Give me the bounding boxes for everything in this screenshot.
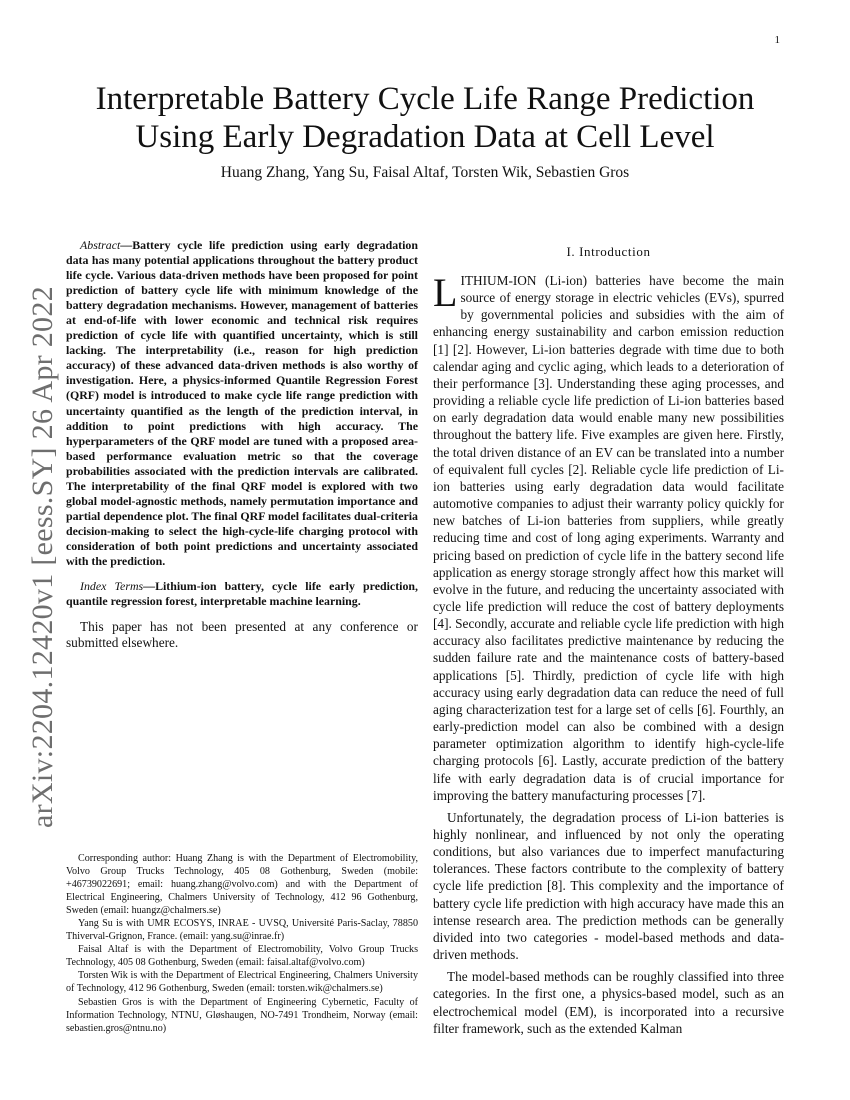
submission-note: This paper has not been presented at any conference or submitted elsewhere. — [66, 619, 418, 651]
intro-paragraph-1 — [433, 272, 784, 804]
footnote-torsten-wik: Torsten Wik is with the Department of Electrical Engineering, Chalmers University of Technology, 412 96 Gothenburg, Sweden (email: torsten.wik@chalmers.se) — [66, 970, 418, 995]
author-list: Huang Zhang, Yang Su, Faisal Altaf, Torsten Wik, Sebastien Gros — [220, 164, 630, 181]
footnotes — [66, 852, 418, 1035]
footnote-yang-su: Yang Su is with UMR ECOSYS, INRAE - UVSQ, Université Paris-Saclay, 78850 Thiverval-Grignon, France. (email: yang.su@inrae.fr) — [66, 918, 418, 943]
intro-paragraph-1-text: ITHIUM-ION (Li-ion) batteries have become the main source of energy storage in electric vehicles (EVs), spurred by governmental policies and subsidies with the aim of enhancing energy sustainability and carbon emission reduction [1] [2]. However, Li-ion batteries degrade with time due to both calendar aging and cyclic aging, which leads to a deterioration of their performance [3]. Understanding these aging processes, and providing a reliable cycle life prediction of Li-ion batteries based on early degradation data would enable many new possibilities throughout the battery life. Five examples are given here. Firstly, the total driven distance of an EV can be translated into a number of equivalent full cycles [2]. Reliable cycle life prediction of Li-ion batteries using early degradation data would facilitate automotive companies to adjust their warranty policy quickly for new batches of Li-ion batteries from suppliers, while greatly reducing time and cost of long aging experiments. Warranty and pricing based on prediction of cycle life in the battery second life application as energy storage strongly affect how this market will evolve in the future, and reducing the uncertainty associated with cycle life prediction will reduce the cost of battery deployments [4]. Secondly, accurate and reliable cycle life prediction with high accuracy also facilitates predictive maintenance by reducing the sudden failure rate and the maintenance costs of battery-based applications [5]. Thirdly, prediction of cycle life with high accuracy using early degradation data can reduce the need of full aging characterization test for a large set of cells [6]. Fourthly, an early-prediction model can also be combined with a design parameter optimization algorithm to identify high-cycle-life charging protocols [6]. Lastly, accurate prediction of the battery life with early degradation data is of crucial importance for improving the battery manufacturing processes [7]. — [433, 273, 784, 803]
intro-paragraph-3: The model-based methods can be roughly classified into three categories. In the first one, a physics-based model, such as an electrochemical model (EM), is incorporated into a recursive filter framework, such as the extended Kalman — [433, 969, 784, 1036]
index-terms — [66, 579, 418, 609]
abstract-label: Abstract — [80, 238, 121, 252]
paper-title: Interpretable Battery Cycle Life Range Prediction Using Early Degradation Data at Cell Level — [95, 81, 755, 155]
arxiv-stamp: arXiv:2204.12420v1 [eess.SY] 26 Apr 2022 — [26, 286, 59, 828]
index-terms-label: Index Terms — [80, 579, 144, 594]
intro-paragraph-2: Unfortunately, the degradation process of Li-ion batteries is highly nonlinear, and influenced by not only the operating conditions, but also variances due to imperfect manufacturing tolerances. These factors contribute to the complexity of battery cycle life prediction [8]. This complexity and the importance of battery cycle life prediction with high accuracy have made this an intense research area. The prediction methods can be generally divided into two categories - model-based methods and data-driven methods. — [433, 809, 784, 963]
page-number: 1 — [774, 34, 780, 46]
right-column — [433, 238, 784, 1042]
section-heading: I. Introduction — [566, 244, 651, 259]
abstract — [66, 238, 418, 569]
left-column — [66, 238, 418, 652]
footnote-faisal-altaf: Faisal Altaf is with the Department of Electromobility, Volvo Group Trucks Technology, 405 08 Gothenburg, Sweden (email: faisal.altaf@volvo.com) — [66, 944, 418, 969]
abstract-text: —Battery cycle life prediction using early degradation data has many potential applications throughout the battery product life cycle. Various data-driven methods have been proposed for point prediction of battery cycle life with minimum knowledge of the battery degradation mechanisms. However, management of batteries at end-of-life with lower economic and technical risk requires prediction of cycle life with quantified uncertainty, which is still lacking. The interpretability (i.e., reason for high prediction accuracy) of these advanced data-driven methods is also worthy of investigation. Here, a physics-informed Quantile Regression Forest (QRF) model is introduced to make cycle life range prediction with uncertainty quantified as the length of the prediction interval, in addition to point predictions with high accuracy. The hyperparameters of the QRF model are tuned with a proposed area-based performance evaluation metric so that the coverage probabilities associated with the prediction intervals are calibrated. The interpretability of the final QRF model is explored with two global model-agnostic methods, namely permutation importance and partial dependence plot. The final QRF model facilitates dual-criteria decision-making to select the high-cycle-life charging protocol with consideration of both point predictions and uncertainty associated with the prediction. — [66, 238, 418, 568]
index-terms-text: —Lithium-ion battery, cycle life early prediction, quantile regression forest, interpretable machine learning. — [66, 579, 418, 609]
footnote-corresponding-author: Corresponding author: Huang Zhang is with the Department of Electromobility, Volvo Group Trucks Technology, 405 08 Gothenburg, Sweden (mobile: +46739022691; email: huang.zhang@volvo.com) and with the Department of Electrical Engineering, Chalmers University of Technology, 412 96 Gothenburg, Sweden (email: huangz@chalmers.se) — [66, 853, 418, 917]
footnote-sebastien-gros: Sebastien Gros is with the Department of Engineering Cybernetic, Faculty of Information Technology, NTNU, Gløshaugen, NO-7491 Trondheim, Norway (email: sebastien.gros@ntnu.no) — [66, 996, 418, 1034]
drop-cap: L — [433, 270, 458, 315]
